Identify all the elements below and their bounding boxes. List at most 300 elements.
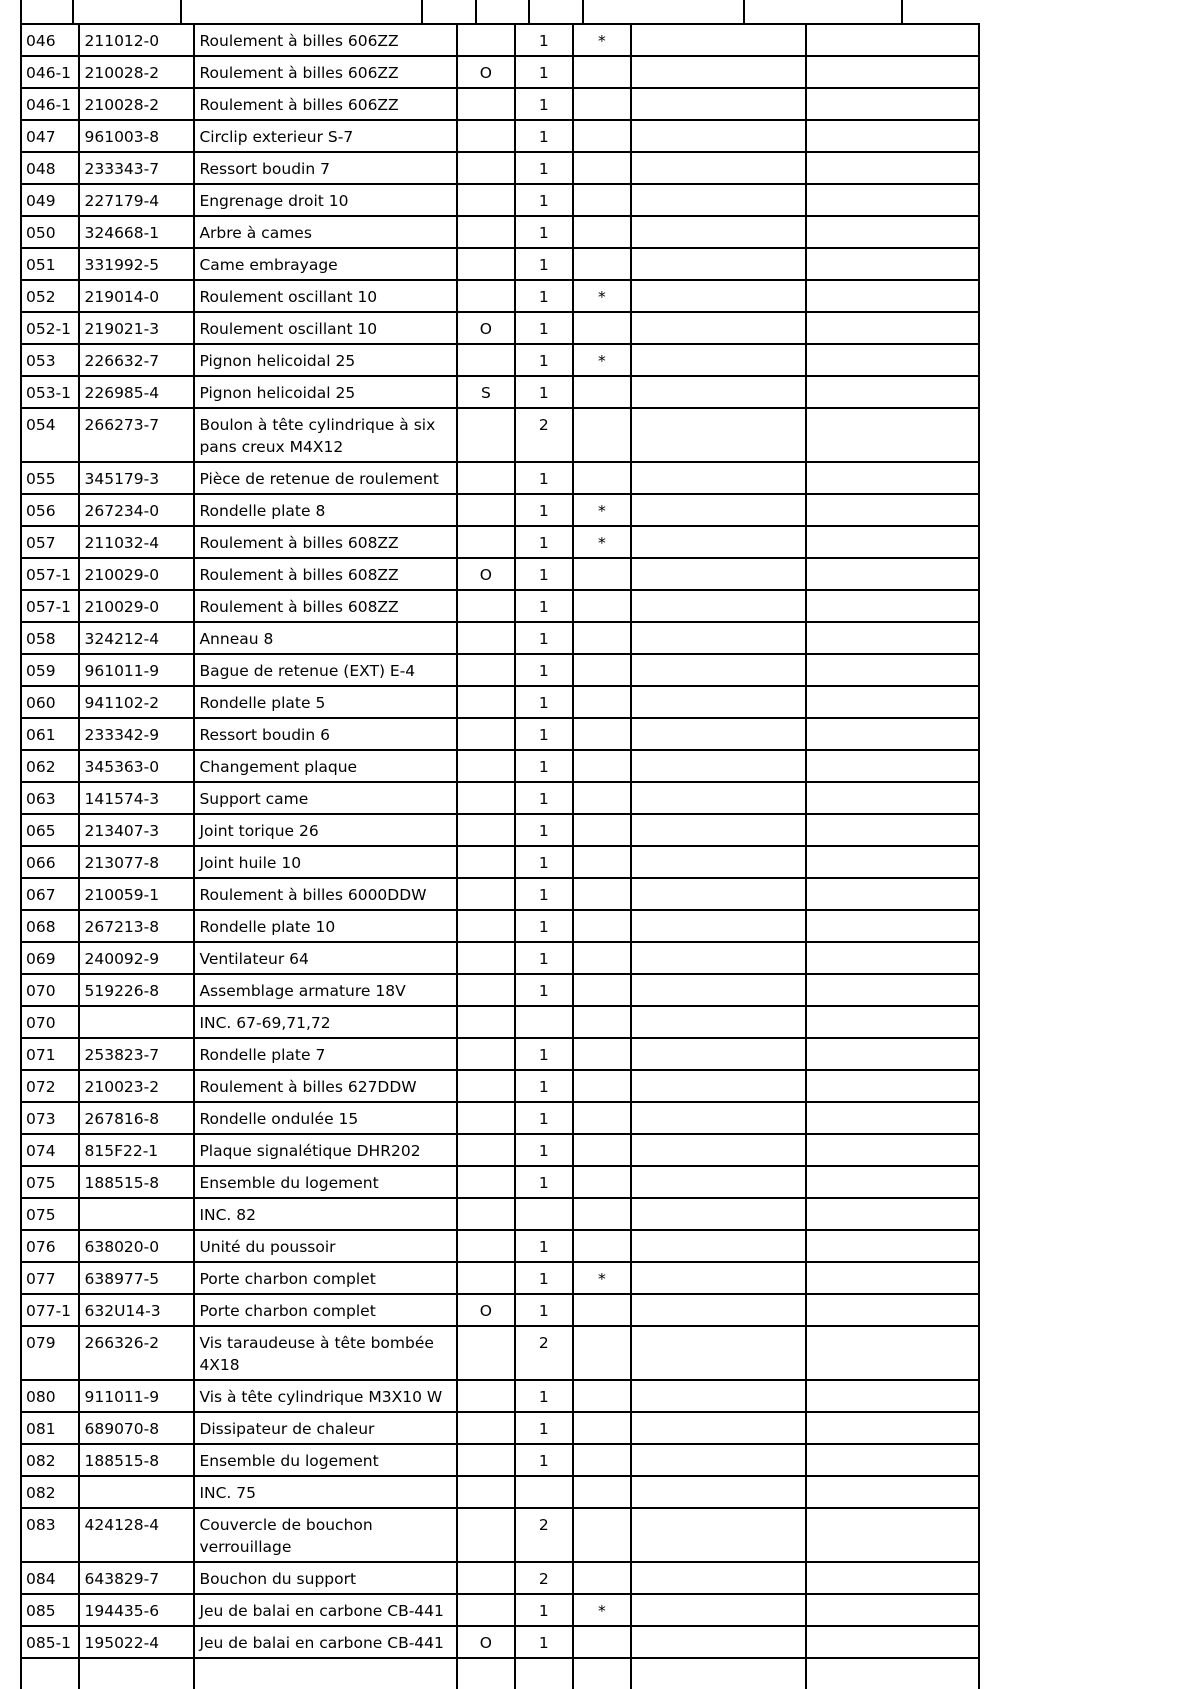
table-row xyxy=(21,216,979,248)
description: Arbre à cames xyxy=(194,216,456,248)
code xyxy=(457,1594,515,1626)
item-number: 079 xyxy=(21,1326,79,1380)
part-number: 188515-8 xyxy=(79,1444,194,1476)
blank-column-2 xyxy=(806,280,979,312)
blank-column-1 xyxy=(631,1038,805,1070)
blank-column-2 xyxy=(806,1134,979,1166)
description: Rondelle plate 8 xyxy=(194,494,456,526)
item-number: 049 xyxy=(21,184,79,216)
note-mark xyxy=(573,654,631,686)
part-number: 227179-4 xyxy=(79,184,194,216)
note-mark xyxy=(573,558,631,590)
description: Porte charbon complet xyxy=(194,1294,456,1326)
quantity: 1 xyxy=(515,654,572,686)
blank-column-2 xyxy=(806,1326,979,1380)
quantity: 1 xyxy=(515,184,572,216)
part-number xyxy=(79,1476,194,1508)
blank-column-2 xyxy=(806,590,979,622)
part-number: 266273-7 xyxy=(79,408,194,462)
item-number: 073 xyxy=(21,1102,79,1134)
description: Couvercle de bouchon verrouillage xyxy=(194,1508,456,1562)
note-mark xyxy=(573,1412,631,1444)
table-row xyxy=(21,750,979,782)
item-number: 055 xyxy=(21,462,79,494)
item-number: 053-1 xyxy=(21,376,79,408)
code xyxy=(457,1006,515,1038)
part-number: 210028-2 xyxy=(79,88,194,120)
note-mark xyxy=(573,718,631,750)
blank-column-1 xyxy=(631,24,805,56)
blank-column-2 xyxy=(806,152,979,184)
code xyxy=(457,1476,515,1508)
quantity: 1 xyxy=(515,56,572,88)
item-number: 054 xyxy=(21,408,79,462)
item-number: 058 xyxy=(21,622,79,654)
blank-column-1 xyxy=(631,1262,805,1294)
quantity: 1 xyxy=(515,590,572,622)
table-row xyxy=(21,558,979,590)
description: Roulement à billes 608ZZ xyxy=(194,526,456,558)
part-number: 345179-3 xyxy=(79,462,194,494)
empty-cell xyxy=(21,1658,79,1689)
description: Jeu de balai en carbone CB-441 xyxy=(194,1626,456,1658)
description: Roulement à billes 608ZZ xyxy=(194,558,456,590)
part-number: 211012-0 xyxy=(79,24,194,56)
quantity: 1 xyxy=(515,1070,572,1102)
item-number: 059 xyxy=(21,654,79,686)
table-row xyxy=(21,462,979,494)
note-mark xyxy=(573,1562,631,1594)
description: INC. 67-69,71,72 xyxy=(194,1006,456,1038)
code xyxy=(457,280,515,312)
quantity: 1 xyxy=(515,1380,572,1412)
blank-column-2 xyxy=(806,1294,979,1326)
item-number: 066 xyxy=(21,846,79,878)
description: Pièce de retenue de roulement xyxy=(194,462,456,494)
description: Assemblage armature 18V xyxy=(194,974,456,1006)
item-number: 050 xyxy=(21,216,79,248)
part-number: 219014-0 xyxy=(79,280,194,312)
quantity: 1 xyxy=(515,1412,572,1444)
note-mark xyxy=(573,312,631,344)
quantity: 1 xyxy=(515,120,572,152)
quantity: 1 xyxy=(515,686,572,718)
part-number: 210023-2 xyxy=(79,1070,194,1102)
blank-column-2 xyxy=(806,878,979,910)
description: Bague de retenue (EXT) E-4 xyxy=(194,654,456,686)
part-number: 240092-9 xyxy=(79,942,194,974)
code xyxy=(457,782,515,814)
blank-column-1 xyxy=(631,1198,805,1230)
table-row xyxy=(21,312,979,344)
part-number: 226632-7 xyxy=(79,344,194,376)
blank-column-1 xyxy=(631,1102,805,1134)
part-number: 210029-0 xyxy=(79,558,194,590)
part-number: 267816-8 xyxy=(79,1102,194,1134)
item-number: 046-1 xyxy=(21,88,79,120)
code xyxy=(457,1444,515,1476)
quantity: 1 xyxy=(515,312,572,344)
code xyxy=(457,814,515,846)
blank-column-2 xyxy=(806,1412,979,1444)
note-mark xyxy=(573,408,631,462)
item-number: 056 xyxy=(21,494,79,526)
code xyxy=(457,590,515,622)
description: Roulement oscillant 10 xyxy=(194,312,456,344)
description: Rondelle ondulée 15 xyxy=(194,1102,456,1134)
blank-column-2 xyxy=(806,814,979,846)
blank-column-2 xyxy=(806,1508,979,1562)
item-number: 046-1 xyxy=(21,56,79,88)
blank-column-2 xyxy=(806,782,979,814)
item-number: 085 xyxy=(21,1594,79,1626)
item-number: 070 xyxy=(21,1006,79,1038)
part-number: 266326-2 xyxy=(79,1326,194,1380)
quantity: 1 xyxy=(515,878,572,910)
blank-column-2 xyxy=(806,1562,979,1594)
item-number: 069 xyxy=(21,942,79,974)
note-mark xyxy=(573,184,631,216)
blank-column-1 xyxy=(631,1294,805,1326)
item-number: 051 xyxy=(21,248,79,280)
item-number: 082 xyxy=(21,1476,79,1508)
blank-column-2 xyxy=(806,376,979,408)
blank-column-2 xyxy=(806,120,979,152)
part-number: 324668-1 xyxy=(79,216,194,248)
table-row xyxy=(21,1508,979,1562)
part-number: 188515-8 xyxy=(79,1166,194,1198)
table-row xyxy=(21,120,979,152)
blank-column-1 xyxy=(631,846,805,878)
description: Pignon helicoidal 25 xyxy=(194,344,456,376)
blank-column-2 xyxy=(806,216,979,248)
note-mark xyxy=(573,1198,631,1230)
quantity: 1 xyxy=(515,1166,572,1198)
quantity: 2 xyxy=(515,1508,572,1562)
part-number: 961003-8 xyxy=(79,120,194,152)
quantity: 1 xyxy=(515,248,572,280)
blank-column-1 xyxy=(631,942,805,974)
table-row xyxy=(21,686,979,718)
item-number: 076 xyxy=(21,1230,79,1262)
description: Changement plaque xyxy=(194,750,456,782)
code xyxy=(457,846,515,878)
description: INC. 75 xyxy=(194,1476,456,1508)
note-mark xyxy=(573,152,631,184)
item-number: 080 xyxy=(21,1380,79,1412)
code xyxy=(457,184,515,216)
table-row xyxy=(21,280,979,312)
description: Ventilateur 64 xyxy=(194,942,456,974)
code xyxy=(457,622,515,654)
blank-column-2 xyxy=(806,1166,979,1198)
parts-table xyxy=(20,23,980,1689)
note-mark xyxy=(573,462,631,494)
item-number: 057-1 xyxy=(21,558,79,590)
description: Roulement à billes 627DDW xyxy=(194,1070,456,1102)
code xyxy=(457,750,515,782)
table-row xyxy=(21,1070,979,1102)
note-mark: * xyxy=(573,344,631,376)
part-number: 519226-8 xyxy=(79,974,194,1006)
table-row xyxy=(21,1594,979,1626)
note-mark xyxy=(573,814,631,846)
quantity: 1 xyxy=(515,558,572,590)
note-mark xyxy=(573,1294,631,1326)
blank-column-2 xyxy=(806,1198,979,1230)
blank-column-2 xyxy=(806,686,979,718)
code xyxy=(457,718,515,750)
item-number: 065 xyxy=(21,814,79,846)
part-number: 233343-7 xyxy=(79,152,194,184)
note-mark xyxy=(573,1166,631,1198)
blank-column-2 xyxy=(806,88,979,120)
blank-column-2 xyxy=(806,750,979,782)
item-number: 084 xyxy=(21,1562,79,1594)
blank-column-1 xyxy=(631,376,805,408)
code xyxy=(457,942,515,974)
blank-column-2 xyxy=(806,462,979,494)
blank-column-1 xyxy=(631,718,805,750)
code xyxy=(457,1070,515,1102)
item-number: 047 xyxy=(21,120,79,152)
note-mark xyxy=(573,878,631,910)
part-number: 233342-9 xyxy=(79,718,194,750)
blank-column-1 xyxy=(631,1626,805,1658)
description: Rondelle plate 5 xyxy=(194,686,456,718)
blank-column-2 xyxy=(806,1230,979,1262)
table-row xyxy=(21,1198,979,1230)
item-number: 046 xyxy=(21,24,79,56)
blank-column-2 xyxy=(806,494,979,526)
table-row xyxy=(21,782,979,814)
blank-column-1 xyxy=(631,408,805,462)
description: Roulement à billes 606ZZ xyxy=(194,24,456,56)
blank-column-1 xyxy=(631,590,805,622)
blank-column-1 xyxy=(631,1412,805,1444)
item-number: 052 xyxy=(21,280,79,312)
description: Vis à tête cylindrique M3X10 W xyxy=(194,1380,456,1412)
part-number: 210059-1 xyxy=(79,878,194,910)
quantity: 1 xyxy=(515,942,572,974)
code xyxy=(457,1380,515,1412)
table-row xyxy=(21,622,979,654)
part-number: 331992-5 xyxy=(79,248,194,280)
note-mark: * xyxy=(573,494,631,526)
code: O xyxy=(457,56,515,88)
blank-column-2 xyxy=(806,1444,979,1476)
note-mark xyxy=(573,782,631,814)
note-mark xyxy=(573,56,631,88)
table-row xyxy=(21,376,979,408)
blank-column-1 xyxy=(631,56,805,88)
item-number: 057-1 xyxy=(21,590,79,622)
blank-column-1 xyxy=(631,462,805,494)
table-row xyxy=(21,910,979,942)
note-mark xyxy=(573,1038,631,1070)
blank-column-2 xyxy=(806,558,979,590)
blank-column-1 xyxy=(631,344,805,376)
blank-column-1 xyxy=(631,910,805,942)
blank-column-1 xyxy=(631,494,805,526)
quantity: 1 xyxy=(515,718,572,750)
blank-column-1 xyxy=(631,312,805,344)
blank-column-1 xyxy=(631,1326,805,1380)
blank-column-2 xyxy=(806,1476,979,1508)
code xyxy=(457,408,515,462)
blank-column-1 xyxy=(631,1070,805,1102)
code xyxy=(457,462,515,494)
part-number: 226985-4 xyxy=(79,376,194,408)
blank-column-1 xyxy=(631,558,805,590)
quantity: 1 xyxy=(515,814,572,846)
note-mark: * xyxy=(573,526,631,558)
table-row xyxy=(21,88,979,120)
description: Porte charbon complet xyxy=(194,1262,456,1294)
part-number: 961011-9 xyxy=(79,654,194,686)
item-number: 081 xyxy=(21,1412,79,1444)
table-row xyxy=(21,846,979,878)
quantity: 1 xyxy=(515,526,572,558)
part-number: 424128-4 xyxy=(79,1508,194,1562)
table-row xyxy=(21,1294,979,1326)
blank-column-1 xyxy=(631,1508,805,1562)
code xyxy=(457,1412,515,1444)
table-row xyxy=(21,344,979,376)
description: Boulon à tête cylindrique à six pans creux M4X12 xyxy=(194,408,456,462)
blank-column-1 xyxy=(631,216,805,248)
note-mark xyxy=(573,686,631,718)
note-mark xyxy=(573,120,631,152)
blank-column-1 xyxy=(631,654,805,686)
blank-column-1 xyxy=(631,526,805,558)
blank-column-1 xyxy=(631,1380,805,1412)
item-number: 061 xyxy=(21,718,79,750)
quantity: 1 xyxy=(515,344,572,376)
part-number: 324212-4 xyxy=(79,622,194,654)
quantity: 1 xyxy=(515,88,572,120)
table-row xyxy=(21,1262,979,1294)
item-number: 053 xyxy=(21,344,79,376)
description: Roulement à billes 606ZZ xyxy=(194,56,456,88)
description: Support came xyxy=(194,782,456,814)
note-mark xyxy=(573,1380,631,1412)
table-row xyxy=(21,56,979,88)
note-mark xyxy=(573,1508,631,1562)
blank-column-1 xyxy=(631,1562,805,1594)
table-row xyxy=(21,1006,979,1038)
blank-column-2 xyxy=(806,1006,979,1038)
code xyxy=(457,88,515,120)
quantity: 1 xyxy=(515,376,572,408)
item-number: 067 xyxy=(21,878,79,910)
note-mark xyxy=(573,910,631,942)
description: Rondelle plate 7 xyxy=(194,1038,456,1070)
part-number: 267213-8 xyxy=(79,910,194,942)
code xyxy=(457,1562,515,1594)
description: Ressort boudin 7 xyxy=(194,152,456,184)
description: Joint huile 10 xyxy=(194,846,456,878)
table-row xyxy=(21,1444,979,1476)
code xyxy=(457,1230,515,1262)
code xyxy=(457,344,515,376)
part-number: 194435-6 xyxy=(79,1594,194,1626)
table-row xyxy=(21,1134,979,1166)
item-number: 077 xyxy=(21,1262,79,1294)
blank-column-1 xyxy=(631,622,805,654)
description: Anneau 8 xyxy=(194,622,456,654)
note-mark xyxy=(573,942,631,974)
description: Ensemble du logement xyxy=(194,1444,456,1476)
note-mark xyxy=(573,974,631,1006)
quantity: 1 xyxy=(515,1626,572,1658)
table-row xyxy=(21,526,979,558)
part-number: 643829-7 xyxy=(79,1562,194,1594)
quantity: 1 xyxy=(515,750,572,782)
description: Roulement oscillant 10 xyxy=(194,280,456,312)
blank-column-1 xyxy=(631,974,805,1006)
blank-column-1 xyxy=(631,814,805,846)
blank-column-2 xyxy=(806,526,979,558)
description: Ressort boudin 6 xyxy=(194,718,456,750)
blank-column-2 xyxy=(806,408,979,462)
description: Pignon helicoidal 25 xyxy=(194,376,456,408)
note-mark xyxy=(573,1006,631,1038)
item-number: 068 xyxy=(21,910,79,942)
quantity: 1 xyxy=(515,1262,572,1294)
table-row xyxy=(21,1102,979,1134)
code xyxy=(457,1326,515,1380)
item-number: 063 xyxy=(21,782,79,814)
quantity: 1 xyxy=(515,1038,572,1070)
description: Rondelle plate 10 xyxy=(194,910,456,942)
blank-column-2 xyxy=(806,312,979,344)
quantity: 1 xyxy=(515,1594,572,1626)
blank-column-1 xyxy=(631,750,805,782)
table-row xyxy=(21,24,979,56)
item-number: 052-1 xyxy=(21,312,79,344)
blank-column-2 xyxy=(806,974,979,1006)
blank-column-2 xyxy=(806,184,979,216)
code xyxy=(457,878,515,910)
quantity xyxy=(515,1198,572,1230)
code xyxy=(457,248,515,280)
quantity: 1 xyxy=(515,494,572,526)
table-row xyxy=(21,184,979,216)
part-number: 211032-4 xyxy=(79,526,194,558)
blank-column-2 xyxy=(806,622,979,654)
quantity: 1 xyxy=(515,782,572,814)
table-row xyxy=(21,814,979,846)
item-number: 060 xyxy=(21,686,79,718)
item-number: 075 xyxy=(21,1198,79,1230)
part-number: 210028-2 xyxy=(79,56,194,88)
note-mark xyxy=(573,1626,631,1658)
parts-table-body xyxy=(21,24,979,1689)
note-mark xyxy=(573,1444,631,1476)
table-row xyxy=(21,1626,979,1658)
code: O xyxy=(457,1626,515,1658)
quantity: 1 xyxy=(515,216,572,248)
blank-column-1 xyxy=(631,120,805,152)
item-number: 075 xyxy=(21,1166,79,1198)
part-number: 638020-0 xyxy=(79,1230,194,1262)
code xyxy=(457,1262,515,1294)
quantity: 1 xyxy=(515,24,572,56)
empty-cell xyxy=(457,1658,515,1689)
quantity: 1 xyxy=(515,974,572,1006)
blank-column-2 xyxy=(806,344,979,376)
